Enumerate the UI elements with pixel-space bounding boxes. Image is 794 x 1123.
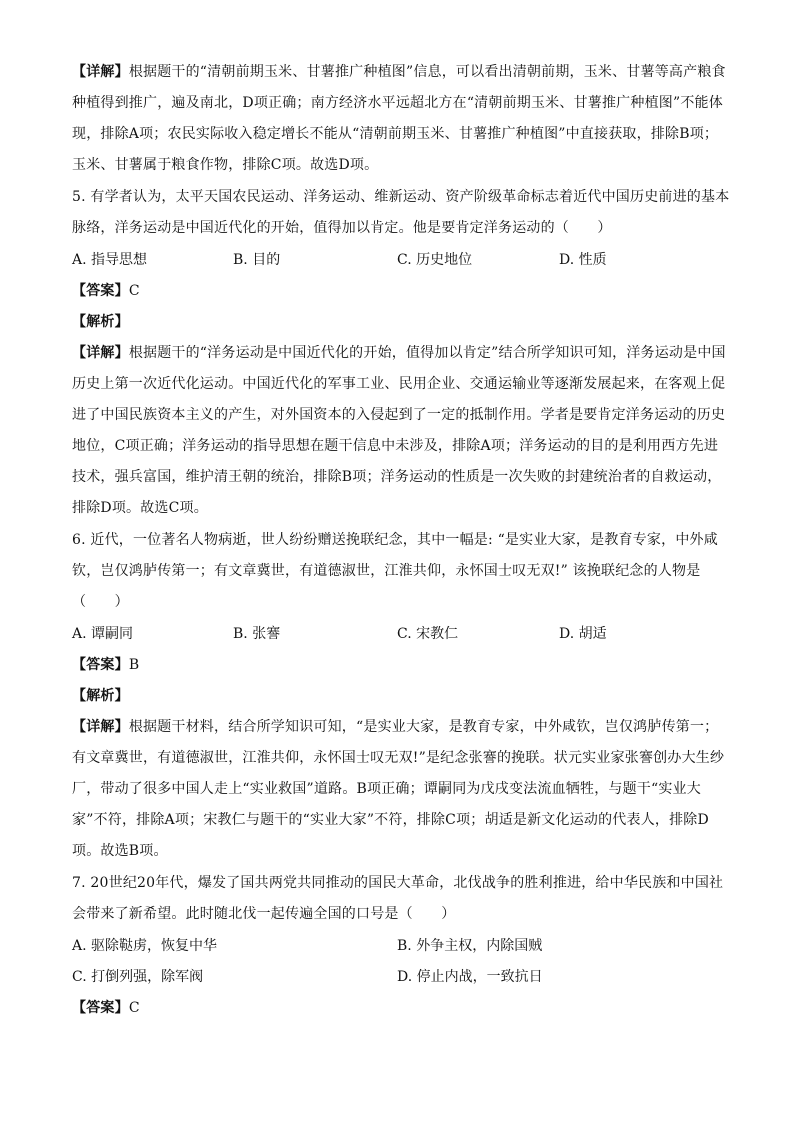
q6-option-c: C. 宋教仁 [397,626,459,642]
q4-explain-line-2: 种植得到推广，遍及南北，D项正确；南方经济水平远超北方在“清朝前期玉米、甘薯推广种植图”不能体 [72,95,723,111]
q5-analysis-tag: 【解析】 [72,314,129,330]
q7-answer [72,998,140,1018]
q5-explain-line-1: 【详解】根据题干的“洋务运动是中国近代化的开始，值得加以肯定”结合所学知识可知，洋务运动是中国 [72,345,726,361]
answer-tag: 【答案】 [72,657,129,673]
answer-value: B [128,657,140,673]
q6-stem-line-2: 钦，岂仅鸿胪传第一；有文章冀世，有道德淑世，江淮共仰，永怀国士叹无双!” 该挽联纪念的人物是 [72,563,701,579]
q5-stem-line-2: 脉络，洋务运动是中国近代化的开始，值得加以肯定。他是要肯定洋务运动的（ ） [72,220,612,236]
answer-tag: 【答案】 [72,283,129,299]
q7-option-d: D. 停止内战，一致抗日 [397,969,543,985]
q5-explain-line-6: 排除D项。故选C项。 [72,500,208,516]
q6-option-a: A. 谭嗣同 [72,626,134,642]
q6-answer [72,655,139,675]
q7-option-c: C. 打倒列强，除军阀 [72,969,204,985]
q6-stem-line-3: （ ） [72,594,129,610]
q4-explain-line-1: 【详解】根据题干的“清朝前期玉米、甘薯推广种植图”信息，可以看出清朝前期，玉米、甘薯等高产粮食 [72,64,726,80]
q5-explain-line-4: 地位，C项正确；洋务运动的指导思想在题干信息中未涉及，排除A项；洋务运动的目的是利用西方先进 [72,438,719,454]
q5-stem-line-1: 5. 有学者认为，太平天国农民运动、洋务运动、维新运动、资产阶级革命标志着近代中国历史前进的基本 [72,189,730,205]
q6-explain-line-2: 有文章冀世，有道德淑世，江淮共仰，永怀国士叹无双!”是纪念张謇的挽联。状元实业家张謇创办大生纱 [72,750,725,766]
q5-option-d: D. 性质 [559,252,607,268]
q6-stem-line-1: 6. 近代，一位著名人物病逝，世人纷纷赠送挽联纪念，其中一幅是: “是实业大家，是教育专家，中外咸 [72,532,718,548]
q5-explain-line-5: 技术，强兵富国，维护清王朝的统治，排除B项；洋务运动的性质是一次失败的封建统治者的自救运动， [72,469,722,485]
q6-analysis-tag: 【解析】 [72,688,129,704]
q5-answer [72,281,140,301]
q7-option-b: B. 外争主权，内除国贼 [397,938,543,954]
q4-explain-line-3: 现，排除A项；农民实际收入稳定增长不能从“清朝前期玉米、甘薯推广种植图”中直接获取，排除B项； [72,126,719,142]
q5-option-c: C. 历史地位 [397,252,473,268]
answer-tag: 【答案】 [72,1000,129,1016]
q6-option-b: B. 张謇 [233,626,281,642]
explain-tag: 【详解】 [72,719,129,735]
explain-tag: 【详解】 [72,345,129,361]
q6-explain-line-5: 项。故选B项。 [72,843,168,859]
q6-explain-line-4: 家”不符，排除A项；宋教仁与题干的“实业大家”不符，排除C项；胡适是新文化运动的代表人，排除D [72,812,709,828]
q5-explain-line-3: 进了中国民族资本主义的产生，对外国资本的入侵起到了一定的抵制作用。学者是要肯定洋务运动的历史 [72,407,726,423]
q6-explain-line-1: 【详解】根据题干材料，结合所学知识可知，“是实业大家，是教育专家，中外咸钦，岂仅鸿胪传第一； [72,719,719,735]
q5-option-a: A. 指导思想 [72,252,148,268]
explain-tag: 【详解】 [72,64,129,80]
q7-option-a: A. 驱除鞑虏，恢复中华 [72,938,218,954]
q5-explain-line-2: 历史上第一次近代化运动。中国近代化的军事工业、民用企业、交通运输业等逐渐发展起来，在客观上促 [72,376,726,392]
q4-explain-line-4: 玉米、甘薯属于粮食作物，排除C项。故选D项。 [72,157,379,173]
q6-explain-line-3: 厂，带动了很多中国人走上“实业救国”道路。B项正确；谭嗣同为戊戌变法流血牺牲，与题干“实业大 [72,781,701,797]
q7-stem-line-1: 7. 20世纪20年代，爆发了国共两党共同推动的国民大革命，北伐战争的胜利推进，给中华民族和中国社 [72,875,724,891]
q6-option-d: D. 胡适 [559,626,607,642]
q5-option-b: B. 目的 [233,252,281,268]
answer-value: C [128,283,140,299]
answer-value: C [128,1000,140,1016]
q7-stem-line-2: 会带来了新希望。此时随北伐一起传遍全国的口号是（ ） [72,906,456,922]
